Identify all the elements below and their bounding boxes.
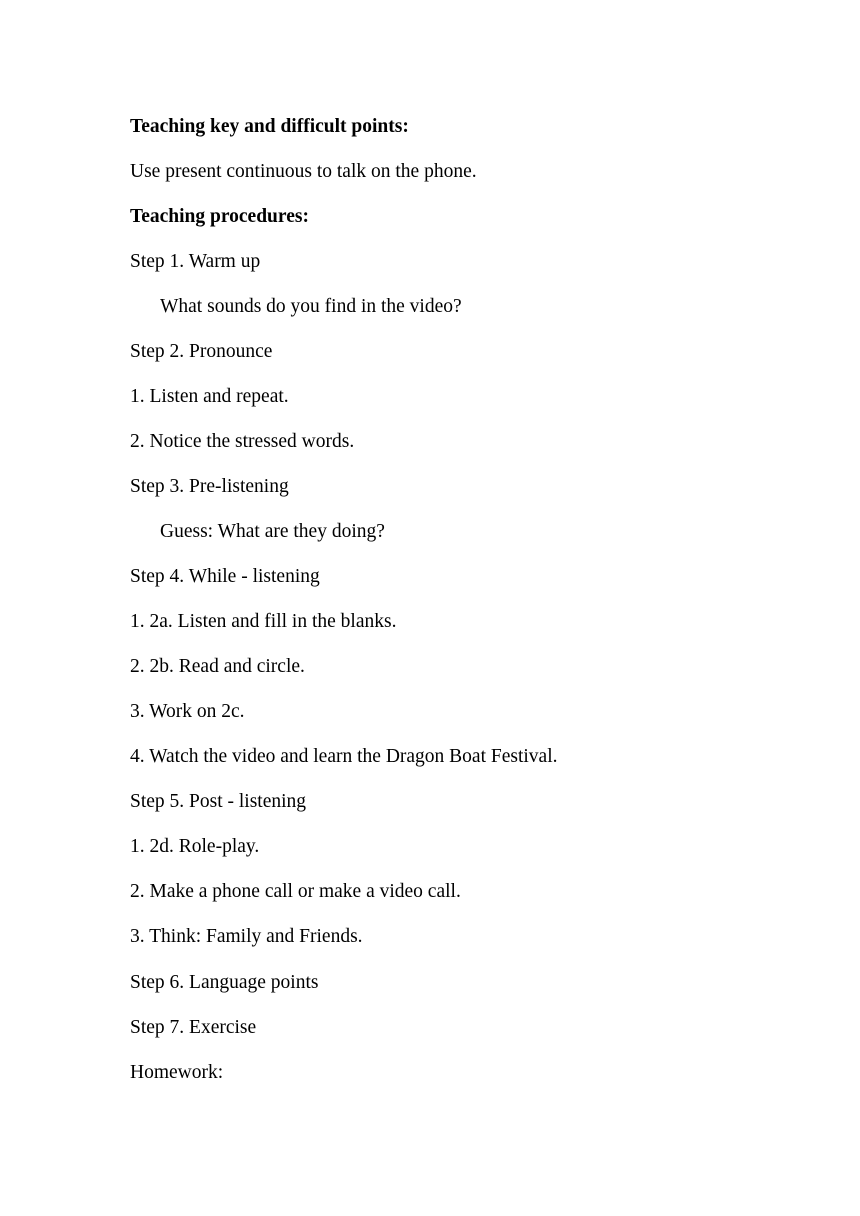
key-points-heading: Teaching key and difficult points: [130, 116, 409, 137]
step-7-heading: Step 7. Exercise [130, 1017, 257, 1038]
homework-heading: Homework: [130, 1062, 224, 1083]
step-4-item-1: 1. 2a. Listen and fill in the blanks. [130, 611, 397, 632]
step-5-item-1: 1. 2d. Role-play. [130, 836, 260, 857]
step-2-item-1: 1. Listen and repeat. [130, 386, 289, 407]
step-5-item-2: 2. Make a phone call or make a video call. [130, 881, 461, 902]
step-5-item-3: 3. Think: Family and Friends. [130, 926, 363, 947]
step-3-heading: Step 3. Pre-listening [130, 476, 289, 497]
step-2-heading: Step 2. Pronounce [130, 341, 273, 362]
step-1-item: What sounds do you find in the video? [160, 296, 462, 317]
step-6-heading: Step 6. Language points [130, 972, 319, 993]
step-3-item: Guess: What are they doing? [160, 521, 385, 542]
key-points-text: Use present continuous to talk on the phone. [130, 161, 477, 182]
step-1-heading: Step 1. Warm up [130, 251, 261, 272]
step-5-heading: Step 5. Post - listening [130, 791, 307, 812]
procedures-heading: Teaching procedures: [130, 206, 309, 227]
step-2-item-2: 2. Notice the stressed words. [130, 431, 355, 452]
step-4-item-4: 4. Watch the video and learn the Dragon Boat Festival. [130, 746, 558, 767]
step-4-heading: Step 4. While - listening [130, 566, 320, 587]
step-4-item-2: 2. 2b. Read and circle. [130, 656, 305, 677]
step-4-item-3: 3. Work on 2c. [130, 701, 245, 722]
